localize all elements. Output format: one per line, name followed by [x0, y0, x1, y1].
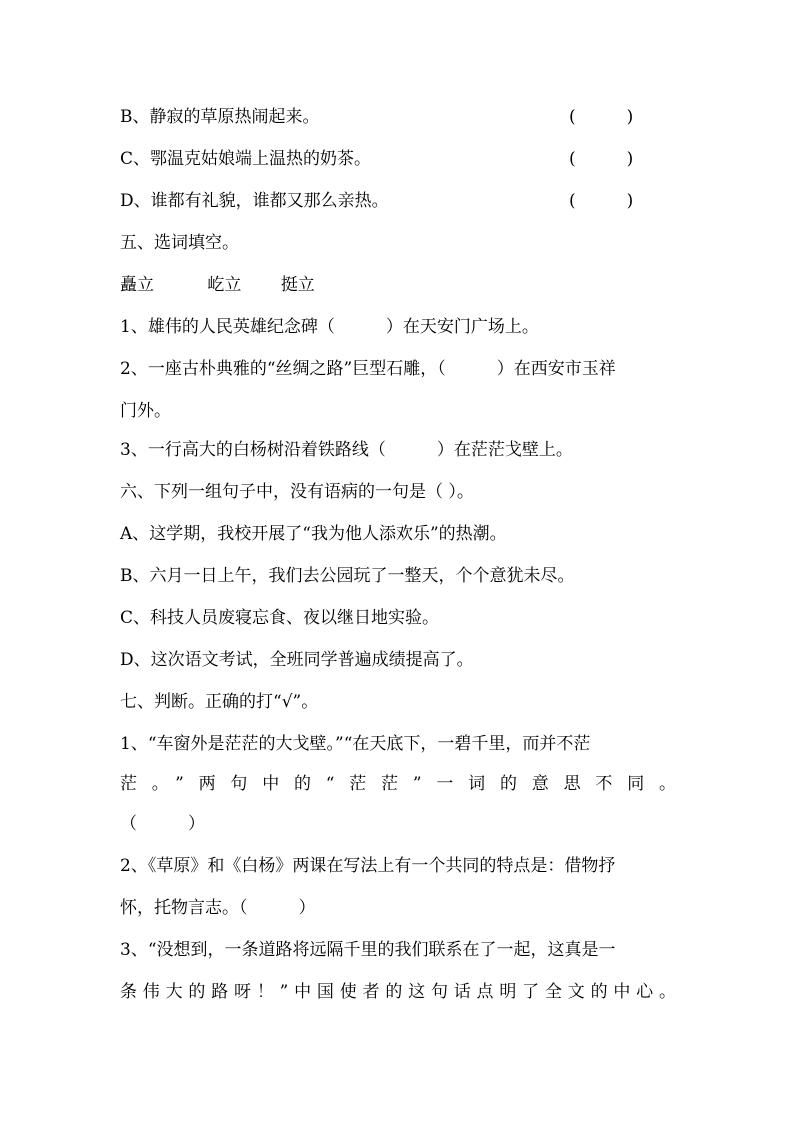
- section-6-option-d: D、这次语文考试，全班同学普遍成绩提高了。: [120, 650, 474, 670]
- section-7-question-1-line-2: 茫。”两句中的“茫茫”一词的意思不同。: [120, 774, 676, 794]
- word-choice-1: 矗立: [120, 275, 154, 295]
- section-7-question-2-line-2: 怀，托物言志。（ ）: [120, 898, 316, 918]
- word-choice-3: 挺立: [280, 275, 315, 295]
- section-7-question-2-line-1: 2、《草原》和《白杨》两课在写法上有一个共同的特点是：借物抒: [120, 856, 616, 876]
- section-7-question-1-line-1: 1、“车窗外是茫茫的大戈壁。”“在天底下，一碧千里，而并不茫: [120, 734, 591, 754]
- section-7-question-1-answer: （ ）: [120, 814, 205, 834]
- section-5-title: 五、选词填空。: [120, 233, 239, 253]
- section-5-question-3: 3、一行高大的白杨树沿着铁路线（ ）在茫茫戈壁上。: [120, 440, 573, 460]
- option-b: B、静寂的草原热闹起来。: [120, 107, 320, 127]
- section-6-option-a: A、这学期，我校开展了“我为他人添欢乐”的热潮。: [120, 524, 507, 544]
- answer-paren-b: ( ): [569, 107, 634, 127]
- answer-paren-c: ( ): [569, 149, 634, 169]
- answer-paren-d: ( ): [569, 191, 634, 211]
- word-choices: [120, 273, 676, 297]
- section-6-option-c: C、科技人员废寝忘食、夜以继日地实验。: [120, 608, 440, 628]
- option-c: C、鄂温克姑娘端上温热的奶茶。: [120, 149, 372, 169]
- section-6-title: 六、下列一组句子中，没有语病的一句是（ ）。: [120, 482, 474, 502]
- option-d: D、谁都有礼貌，谁都又那么亲热。: [120, 191, 389, 211]
- section-7-question-3-line-2: 条伟大的路呀！”中国使者的这句话点明了全文的中心。: [120, 982, 676, 1002]
- section-7-question-3-line-1: 3、“没想到，一条道路将远隔千里的我们联系在了一起，这真是一: [120, 940, 616, 960]
- word-choice-2: 屹立: [207, 275, 242, 295]
- section-5-question-1: 1、雄伟的人民英雄纪念碑（ ）在天安门广场上。: [120, 317, 539, 337]
- section-5-question-2-line-1: 2、一座古朴典雅的“丝绸之路”巨型石雕，（ ）在西安市玉祥: [120, 359, 616, 379]
- section-7-title: 七、判断。正确的打“√”。: [120, 692, 319, 712]
- section-6-option-b: B、六月一日上午，我们去公园玩了一整天，个个意犹未尽。: [120, 566, 575, 586]
- section-5-question-2-line-2: 门外。: [120, 401, 171, 421]
